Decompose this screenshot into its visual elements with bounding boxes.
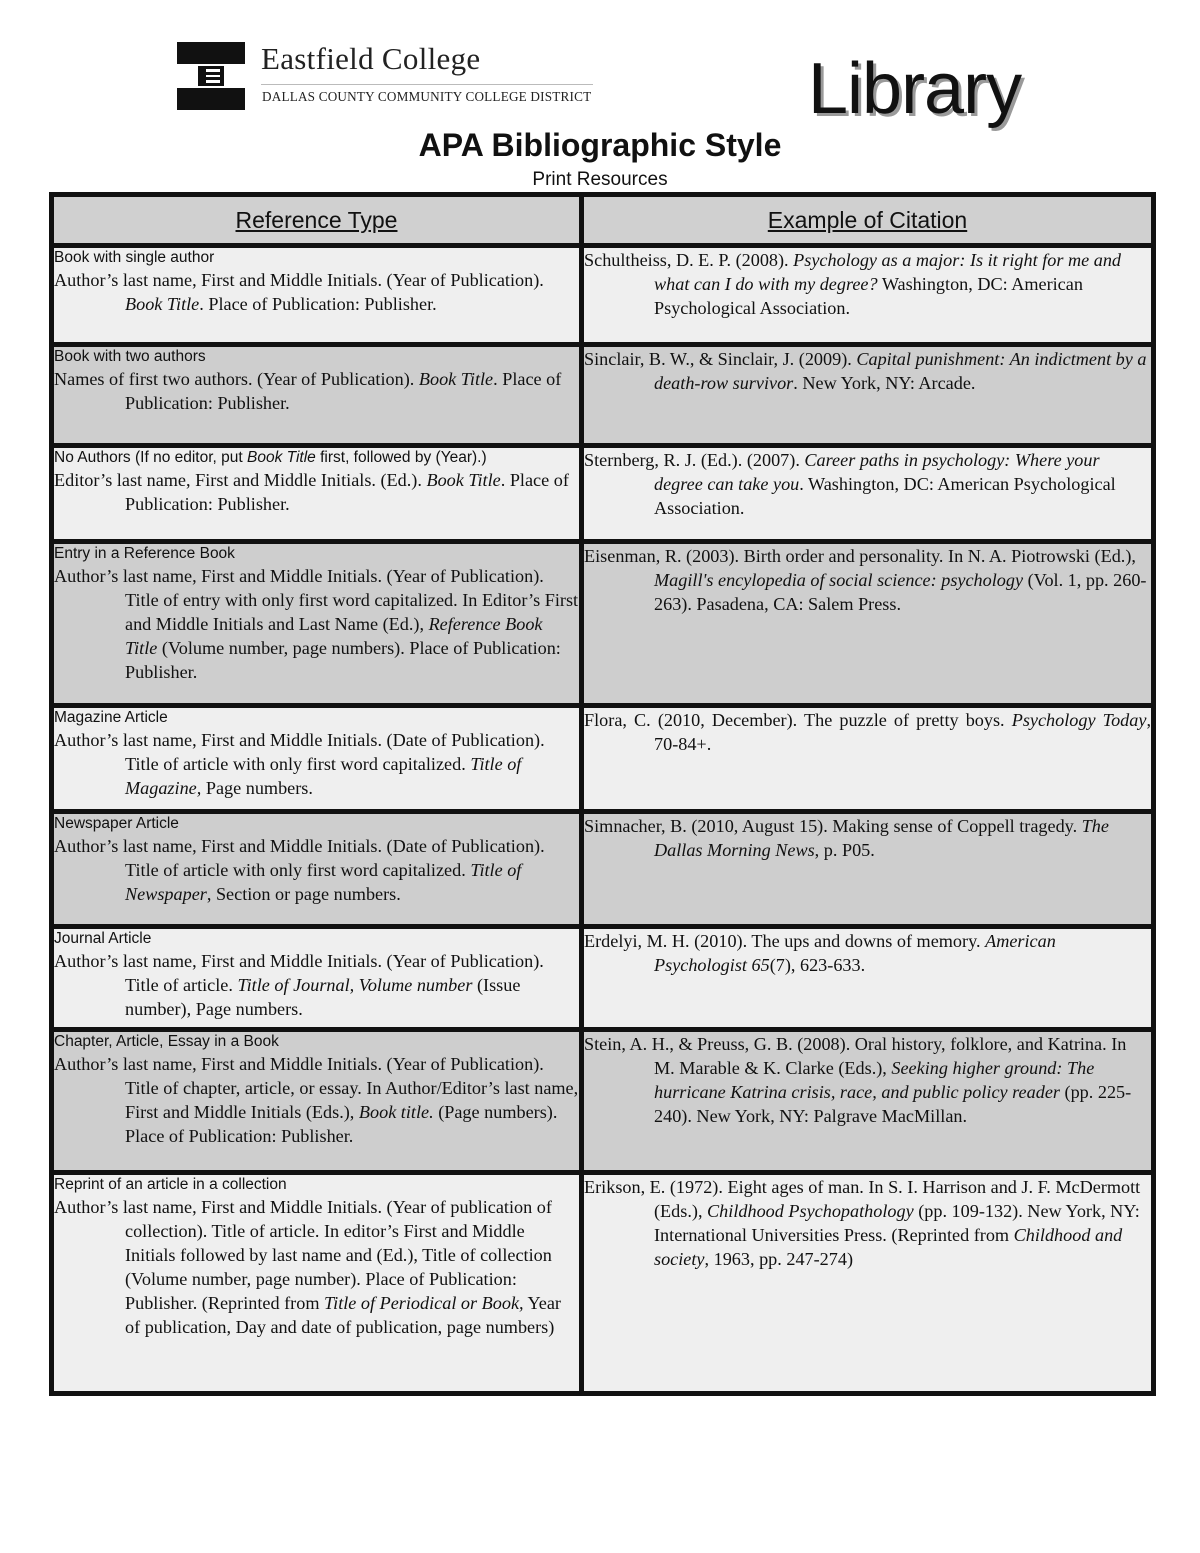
reference-type-cell xyxy=(52,345,582,446)
citation-text: (Issue number), Page numbers. xyxy=(125,975,521,1019)
citation-text: (Vol. 1, pp. 260-263). Pasadena, CA: Salem Press. xyxy=(654,570,1147,614)
citation-text: , Section or page numbers. xyxy=(206,884,401,904)
reference-type-label: Entry in a Reference Book xyxy=(54,545,235,562)
reference-type-label xyxy=(54,448,579,468)
citation-text: . Place of Publication: Publisher. xyxy=(125,369,562,413)
example-citation xyxy=(584,929,1151,977)
citation-text: Sinclair, B. W., & Sinclair, J. (2009). xyxy=(584,349,857,369)
table-row xyxy=(52,706,1154,812)
table-row xyxy=(52,1030,1154,1173)
reference-type-cell xyxy=(52,446,582,542)
italic-title-text: Book Title xyxy=(125,294,200,314)
citation-text: . Place of Publication: Publisher. xyxy=(199,294,437,314)
logo-divider xyxy=(261,84,593,85)
italic-title-text: Book title. xyxy=(358,1102,434,1122)
reference-type-label: Chapter, Article, Essay in a Book xyxy=(54,1033,279,1050)
reference-type-cell xyxy=(52,542,582,706)
reference-type-label: Book with two authors xyxy=(54,348,206,365)
reference-type-cell xyxy=(52,1173,582,1394)
example-citation-cell xyxy=(582,446,1154,542)
reference-table-body xyxy=(52,246,1154,1394)
italic-title-text: Psychology as a major: Is it right for me and what can I do with my degree? xyxy=(654,250,1122,294)
table-header-row xyxy=(52,195,1154,246)
citation-text: Eisenman, R. (2003). Birth order and personality. In N. A. Piotrowski (Ed.), xyxy=(584,546,1136,566)
example-citation xyxy=(584,347,1151,395)
citation-text: (Page numbers). Place of Publication: Publisher. xyxy=(125,1102,558,1146)
table-row xyxy=(52,927,1154,1030)
citation-text: Author’s last name, First and Middle Initials. (Date of Publication). Title of article with only first word capitalized. xyxy=(54,836,545,880)
table-row xyxy=(52,542,1154,706)
district-name: DALLAS COUNTY COMMUNITY COLLEGE DISTRICT xyxy=(262,89,592,104)
italic-title-text: The Dallas Morning News xyxy=(654,816,1109,860)
reference-type-label: Newspaper Article xyxy=(54,815,179,832)
table-row xyxy=(52,246,1154,345)
italic-title-text: Psychology Today xyxy=(1011,710,1147,730)
citation-text: Page numbers. xyxy=(201,778,313,798)
citation-text: , 70-84+. xyxy=(654,710,1151,754)
example-citation-cell xyxy=(582,927,1154,1030)
citation-text: Flora, C. (2010, December). The puzzle of pretty boys. xyxy=(584,710,1012,730)
eastfield-logo-icon xyxy=(177,42,245,110)
reference-format xyxy=(54,268,579,316)
table-row xyxy=(52,812,1154,927)
example-citation xyxy=(584,248,1151,320)
italic-title-text: Title of Periodical or Book, xyxy=(324,1293,524,1313)
example-citation-cell xyxy=(582,246,1154,345)
citation-text: Author’s last name, First and Middle Initials. (Year of Publication). Title of article. xyxy=(54,951,544,995)
example-citation xyxy=(584,448,1151,520)
example-citation xyxy=(584,1175,1151,1271)
example-citation-cell xyxy=(582,706,1154,812)
citation-text: No Authors (If no editor, put xyxy=(54,449,248,466)
reference-type-label: Book with single author xyxy=(54,249,215,266)
italic-title-text: Childhood Psychopathology xyxy=(707,1201,914,1221)
citation-text: first, followed by (Year).) xyxy=(315,449,487,466)
column-header-example-of-citation: Example of Citation xyxy=(582,195,1154,246)
reference-type-label: Reprint of an article in a collection xyxy=(54,1176,287,1193)
italic-title-text: Title of Newspaper xyxy=(125,860,522,904)
table-row xyxy=(52,446,1154,542)
citation-text: , p. P05. xyxy=(814,840,875,860)
citation-text: Editor’s last name, First and Middle Initials. (Ed.). xyxy=(54,470,427,490)
reference-type-label: Journal Article xyxy=(54,930,152,947)
reference-type-label: Magazine Article xyxy=(54,709,168,726)
reference-format xyxy=(54,1052,579,1148)
citation-text: (7), 623-633. xyxy=(769,955,866,975)
citation-text: Sternberg, R. J. (Ed.). (2007). xyxy=(584,450,805,470)
example-citation xyxy=(584,544,1151,616)
reference-type-cell xyxy=(52,927,582,1030)
italic-title-text: Reference Book Title xyxy=(125,614,543,658)
college-name: Eastfield College xyxy=(261,41,481,76)
reference-format xyxy=(54,834,579,906)
italic-title-text: Career paths in psychology: Where your degree can take you xyxy=(654,450,1100,494)
reference-type-cell xyxy=(52,1030,582,1173)
citation-text: Author’s last name, First and Middle Initials. (Year of Publication). Title of chapter, article, or essay. In Author/Editor’s last name, First and Middle Initials (Eds.), xyxy=(54,1054,579,1122)
citation-text: Stein, A. H., & Preuss, G. B. (2008). Oral history, folklore, and Katrina. In M. Marable & K. Clarke (Eds.), xyxy=(584,1034,1127,1078)
citation-text: Author’s last name, First and Middle Initials. (Date of Publication). Title of article with only first word capitalized. xyxy=(54,730,545,774)
reference-type-cell xyxy=(52,246,582,345)
italic-title-text: Book Title xyxy=(418,369,494,389)
example-citation xyxy=(584,814,1151,862)
example-citation xyxy=(584,708,1151,756)
reference-format xyxy=(54,949,579,1021)
reference-type-cell xyxy=(52,812,582,927)
italic-title-text: Childhood and society xyxy=(654,1225,1123,1269)
italic-title-text: Seeking higher ground: The hurricane Katrina crisis, race, and public policy reader xyxy=(654,1058,1095,1102)
citation-text: (pp. 109-132). New York, NY: International Universities Press. (Reprinted from xyxy=(654,1201,1140,1245)
library-wordmark: Library xyxy=(808,49,1022,129)
citation-text: Author’s last name, First and Middle Initials. (Year of publication of collection). Title of article. In editor’s First and Middle Initials followed by last name and (Ed.), Title of collection (Volume number, page number). Place of Publication: Publisher. (Reprinted from xyxy=(54,1197,552,1313)
citation-text: . Place of Publication: Publisher. xyxy=(125,470,569,514)
italic-title-text: American Psychologist 65 xyxy=(654,931,1056,975)
citation-text: , 1963, pp. 247-274) xyxy=(704,1249,854,1269)
citation-text: Author’s last name, First and Middle Initials. (Year of Publication). Title of entry with only first word capitalized. In Editor’s First and Middle Initials and Last Name (Ed.), xyxy=(54,566,579,634)
column-header-reference-type: Reference Type xyxy=(52,195,582,246)
italic-title-text: Capital punishment: An indictment by a death-row survivor xyxy=(654,349,1147,393)
citation-text: Erikson, E. (1972). Eight ages of man. In S. I. Harrison and J. F. McDermott (Eds.), xyxy=(584,1177,1141,1221)
reference-table xyxy=(49,192,1156,1396)
example-citation-cell xyxy=(582,542,1154,706)
citation-text: (pp. 225-240). New York, NY: Palgrave MacMillan. xyxy=(654,1082,1132,1126)
reference-format xyxy=(54,468,579,516)
italic-title-text: Title of Magazine, xyxy=(125,754,522,798)
reference-type-cell xyxy=(52,706,582,812)
example-citation-cell xyxy=(582,345,1154,446)
reference-format xyxy=(54,564,579,684)
page-header xyxy=(0,0,1200,195)
citation-text: Author’s last name, First and Middle Initials. (Year of Publication). xyxy=(54,270,544,290)
example-citation xyxy=(584,1032,1151,1128)
citation-text: Washington, DC: American Psychological Association. xyxy=(654,274,1083,318)
table-row xyxy=(52,345,1154,446)
example-citation-cell xyxy=(582,1030,1154,1173)
table-row xyxy=(52,1173,1154,1394)
citation-text: Names of first two authors. (Year of Publication). xyxy=(54,369,419,389)
citation-text: . Washington, DC: American Psychological Association. xyxy=(654,474,1116,518)
citation-text: Year of publication, Day and date of publication, page numbers) xyxy=(125,1293,561,1337)
italic-title-text: Title of Journal, Volume number xyxy=(237,975,473,995)
italic-title-text: Magill's encylopedia of social science: psychology xyxy=(654,570,1024,590)
page-title: APA Bibliographic Style xyxy=(418,127,782,163)
reference-format xyxy=(54,367,579,415)
example-citation-cell xyxy=(582,1173,1154,1394)
italic-title-text: Book Title xyxy=(426,470,501,490)
citation-text: Schultheiss, D. E. P. (2008). xyxy=(584,250,794,270)
citation-text: Simnacher, B. (2010, August 15). Making sense of Coppell tragedy. xyxy=(584,816,1082,836)
reference-format xyxy=(54,728,579,800)
citation-text: Erdelyi, M. H. (2010). The ups and downs of memory. xyxy=(584,931,986,951)
page-subtitle: Print Resources xyxy=(532,169,668,190)
reference-format xyxy=(54,1195,579,1339)
citation-text: (Volume number, page numbers). Place of Publication: Publisher. xyxy=(125,638,561,682)
italic-title-text: Book Title xyxy=(247,449,316,466)
citation-text: . New York, NY: Arcade. xyxy=(793,373,976,393)
example-citation-cell xyxy=(582,812,1154,927)
